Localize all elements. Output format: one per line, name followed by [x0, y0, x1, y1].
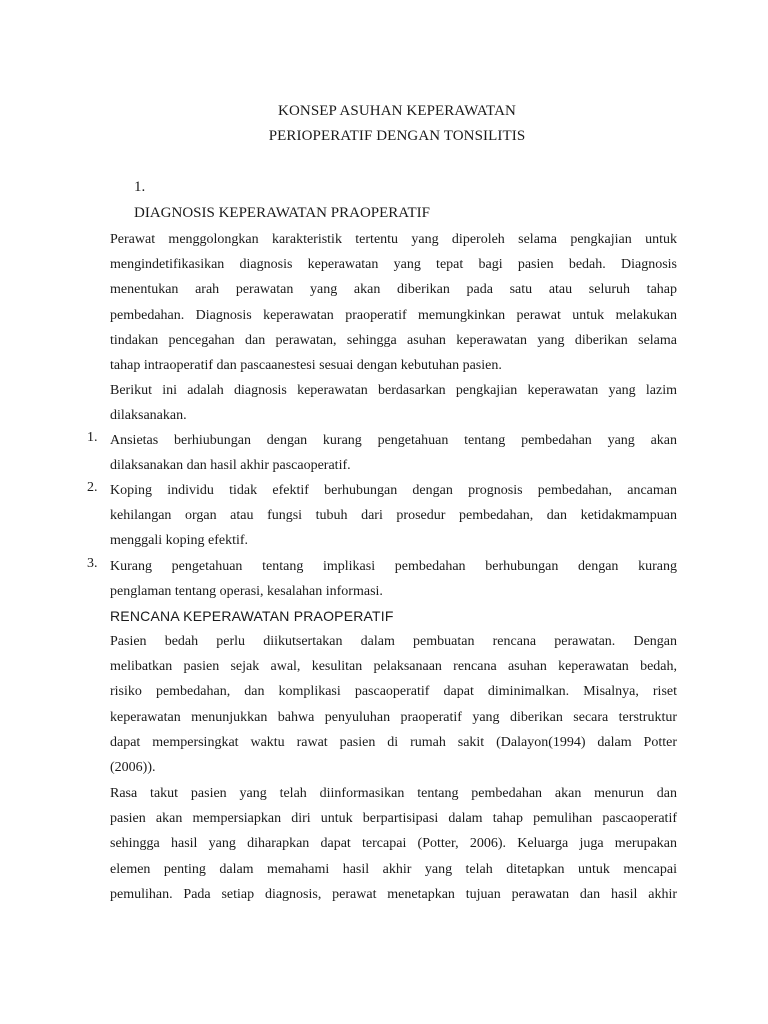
subheading-rencana [110, 604, 677, 629]
list-item [110, 554, 677, 604]
text-line: dapat mempersingkat waktu rawat pasien di rumah sakit (Dalayon(1994) dalam Potter [110, 734, 677, 750]
text-line: pembedahan. Diagnosis keperawatan praoperatif memungkinkan perawat untuk melakukan [110, 307, 677, 323]
text-line: elemen penting dalam memahami hasil akhir yang telah ditetapkan untuk mencapai [110, 861, 677, 877]
text-line: Koping individu tidak efektif berhubungan dengan prognosis pembedahan, ancaman [110, 483, 677, 498]
text-line: risiko pembedahan, dan komplikasi pascaoperatif dapat diminimalkan. Misalnya, riset [110, 684, 677, 700]
document-title-line-2: PERIOPERATIF DENGAN TONSILITIS [268, 128, 526, 144]
list-marker: 2. [87, 480, 98, 495]
text-line: dilaksanakan. [110, 408, 187, 424]
text-line: Rasa takut pasien yang telah diinformasikan tentang pembedahan akan menurun dan [110, 786, 677, 801]
text-line: tindakan pencegahan dan perawatan, sehingga asuhan keperawatan yang diberikan selama [110, 332, 677, 348]
text-line: Berikut ini adalah diagnosis keperawatan berdasarkan pengkajian keperawatan yang lazim [110, 383, 677, 398]
text-line: pemulihan. Pada setiap diagnosis, perawat menetapkan tujuan perawatan dan hasil akhir [110, 886, 677, 902]
text-line: (2006)). [110, 760, 156, 776]
text-line: menggali koping efektif. [110, 533, 249, 549]
text-line: penglaman tentang operasi, kesalahan informasi. [110, 584, 383, 600]
subheading-text: RENCANA KEPERAWATAN PRAOPERATIF [110, 608, 394, 624]
text-line: keperawatan menunjukkan bahwa penyuluhan praoperatif yang diberikan secara terstruktur [110, 709, 677, 725]
text-line: pasien akan mempersiapkan diri untuk berpartisipasi dalam tahap pemulihan pascaoperatif [110, 811, 677, 827]
paragraph-diagnosis-intro [110, 227, 677, 378]
text-line: melibatkan pasien sejak awal, kesulitan pelaksanaan rencana asuhan keperawatan bedah, [110, 659, 677, 675]
text-line: sehingga hasil yang diharapkan dapat tercapai (Potter, 2006). Keluarga juga merupakan [110, 836, 677, 852]
text-line: menentukan arah perawatan yang akan diberikan pada satu atau seluruh tahap [110, 282, 677, 298]
text-line: Ansietas berhiubungan dengan kurang pengetahuan tentang pembedahan yang akan [110, 433, 677, 448]
text-line: tahap intraoperatif dan pascaanestesi sesuai dengan kebutuhan pasien. [110, 358, 502, 374]
text-line: kehilangan organ atau fungsi tubuh dari prosedur pembedahan, dan ketidakmampuan [110, 508, 677, 524]
paragraph-rasa-takut [110, 781, 677, 907]
section-number: 1. [134, 179, 146, 195]
paragraph-rencana [110, 629, 677, 780]
list-item [110, 428, 677, 478]
text-line: Kurang pengetahuan tentang implikasi pembedahan berhubungan dengan kurang [110, 559, 677, 574]
paragraph-diagnosis-list-intro [110, 378, 677, 428]
text-line: Perawat menggolongkan karakteristik tertentu yang diperoleh selama pengkajian untuk [110, 232, 677, 247]
document-title-line-1: KONSEP ASUHAN KEPERAWATAN [278, 103, 516, 119]
list-item [110, 478, 677, 554]
text-line: Pasien bedah perlu diikutsertakan dalam pembuatan rencana perawatan. Dengan [110, 634, 677, 649]
text-line: dilaksanakan dan hasil akhir pascaoperatif. [110, 458, 351, 474]
list-marker: 1. [87, 430, 98, 445]
section-heading: DIAGNOSIS KEPERAWATAN PRAOPERATIF [134, 205, 430, 221]
list-marker: 3. [87, 556, 98, 571]
text-line: mengindetifikasikan diagnosis keperawatan yang tepat bagi pasien bedah. Diagnosis [110, 257, 677, 273]
